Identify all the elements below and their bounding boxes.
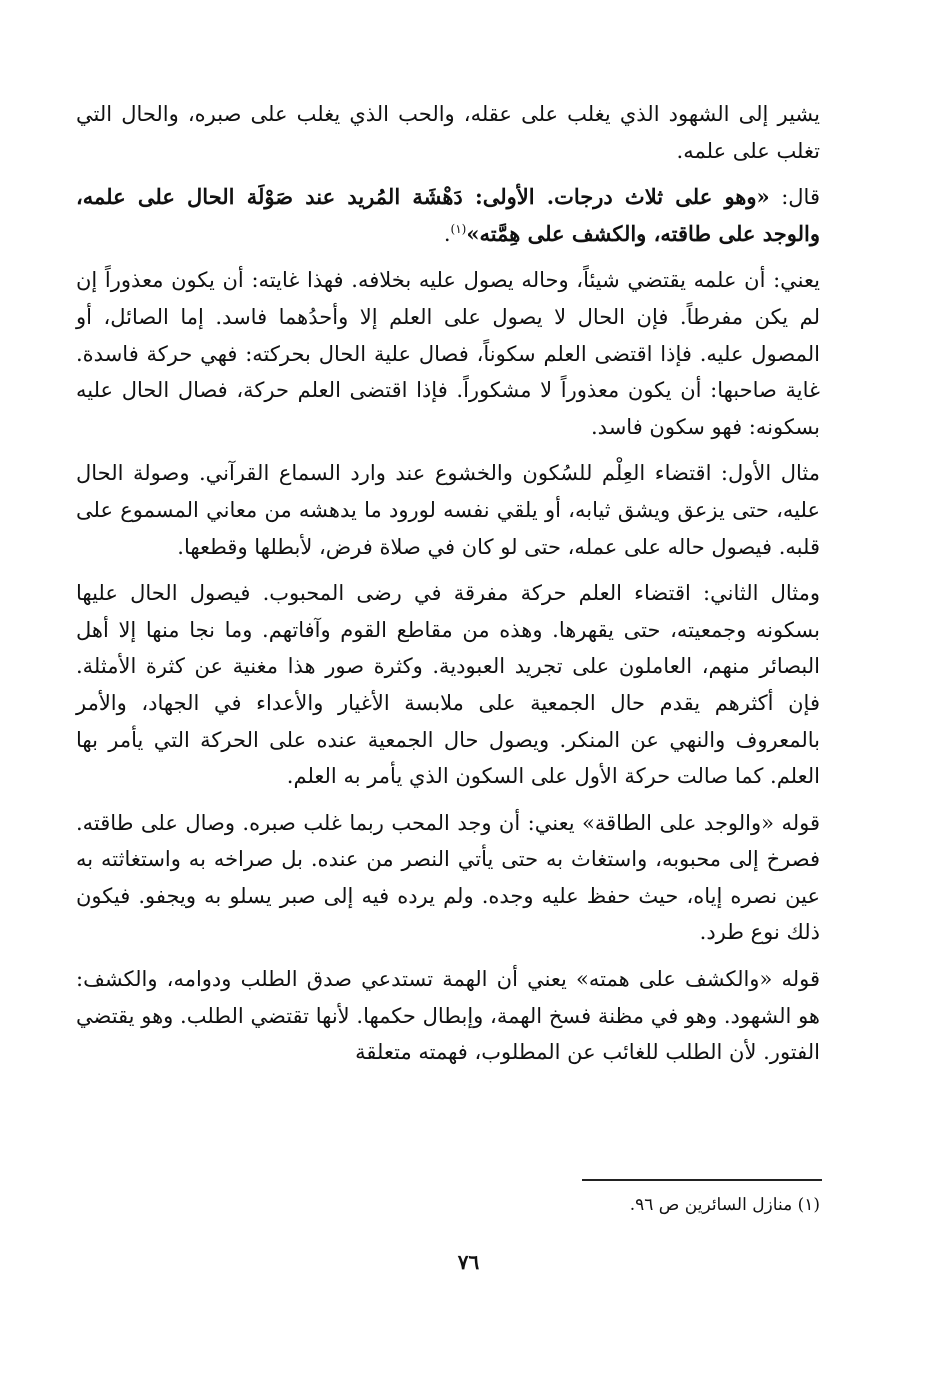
footnote: (١) منازل السائرين ص ٩٦. (629, 1195, 820, 1215)
paragraph-1-text: يشير إلى الشهود الذي يغلب على عقله، والحب الذي يغلب على صبره، والحال التي تغلب على علمه. (76, 102, 820, 163)
paragraph-4 (76, 455, 820, 565)
paragraph-3 (76, 262, 820, 445)
paragraph-7 (76, 961, 820, 1071)
paragraph-2-lead: قال: (769, 185, 820, 210)
paragraph-2-tail: . (443, 221, 451, 246)
paragraph-3-text: يعني: أن علمه يقتضي شيئاً، وحاله يصول عليه بخلافه. فهذا غايته: أن يكون معذوراً إن لم يكن مفرطاً. فإن الحال لا يصول على العلم إلا وأحدُهما فاسد. إما الصائل، أو المصول عليه. فإذا اقتضى العلم سكوناً، فصال علية الحال بحركته: فهي حركة فاسدة. غاية صاحبها: أن يكون معذوراً لا مشكوراً. فإذا اقتضى العلم حركة، فصال الحال عليه بسكونه: فهو سكون فاسد. (76, 268, 820, 439)
footnote-ref: (١) (450, 221, 467, 236)
page-number: ٧٦ (457, 1250, 480, 1274)
paragraph-4-text: مثال الأول: اقتضاء العِلْم للسُكون والخشوع عند وارد السماع القرآني. وصولة الحال عليه، حتى يزعق ويشق ثيابه، أو يلقي نفسه لورود ما يدهشه من معاني المسموع على قلبه. فيصول حاله على عمله، حتى لو كان في صلاة فرض، لأبطلها وقطعها. (76, 461, 820, 559)
paragraph-5-text: ومثال الثاني: اقتضاء العلم حركة مفرقة في رضى المحبوب. فيصول الحال عليها بسكونه وجمعيته، حتى يقهرها. وهذه من مقاطع القوم وآفاتهم. وما نجا منها إلا أهل البصائر منهم، العاملون على تجريد العبودية. وكثرة صور هذا مغنية عن كثرة الأمثلة. فإن أكثرهم يقدم حال الجمعية على ملابسة الأغيار والأعداء في الجهاد، والأمر بالمعروف والنهي عن المنكر. ويصول حال الجمعية عنده على الحركة التي يأمر بها العلم. كما صالت حركة الأول على السكون الذي يأمر به العلم. (76, 581, 820, 789)
paragraph-2 (76, 179, 820, 252)
paragraph-7-text: قوله «والكشف على همته» يعني أن الهمة تستدعي صدق الطلب ودوامه، والكشف: هو الشهود. وهو في مظنة فسخ الهمة، وإبطال حكمها. لأنها تقتضي الطلب. وهو يقتضي الفتور. لأن الطلب للغائب عن المطلوب، فهمته متعلقة (76, 967, 820, 1065)
paragraph-5 (76, 575, 820, 795)
main-text (76, 96, 820, 1081)
paragraph-1 (76, 96, 820, 169)
quoted-text: «وهو على ثلاث درجات. الأولى: دَهْشَة المُريد عند صَوْلَة الحال على علمه، والوجد على طاقته، والكشف على هِمَّته» (76, 184, 820, 246)
paragraph-6-text: قوله «والوجد على الطاقة» يعني: أن وجد المحب ربما غلب صبره. وصال على طاقته. فصرخ إلى محبوبه، واستغاث به حتى يأتي النصر من عنده. بل صراخه به واستغاثته به عين نصره إياه، حيث حفظ عليه وجده. ولم يرده فيه إلى صبر يسلو به ويجفو. فيكون ذلك نوع طرد. (76, 810, 820, 945)
footnote-divider (582, 1179, 822, 1181)
paragraph-6 (76, 805, 820, 951)
